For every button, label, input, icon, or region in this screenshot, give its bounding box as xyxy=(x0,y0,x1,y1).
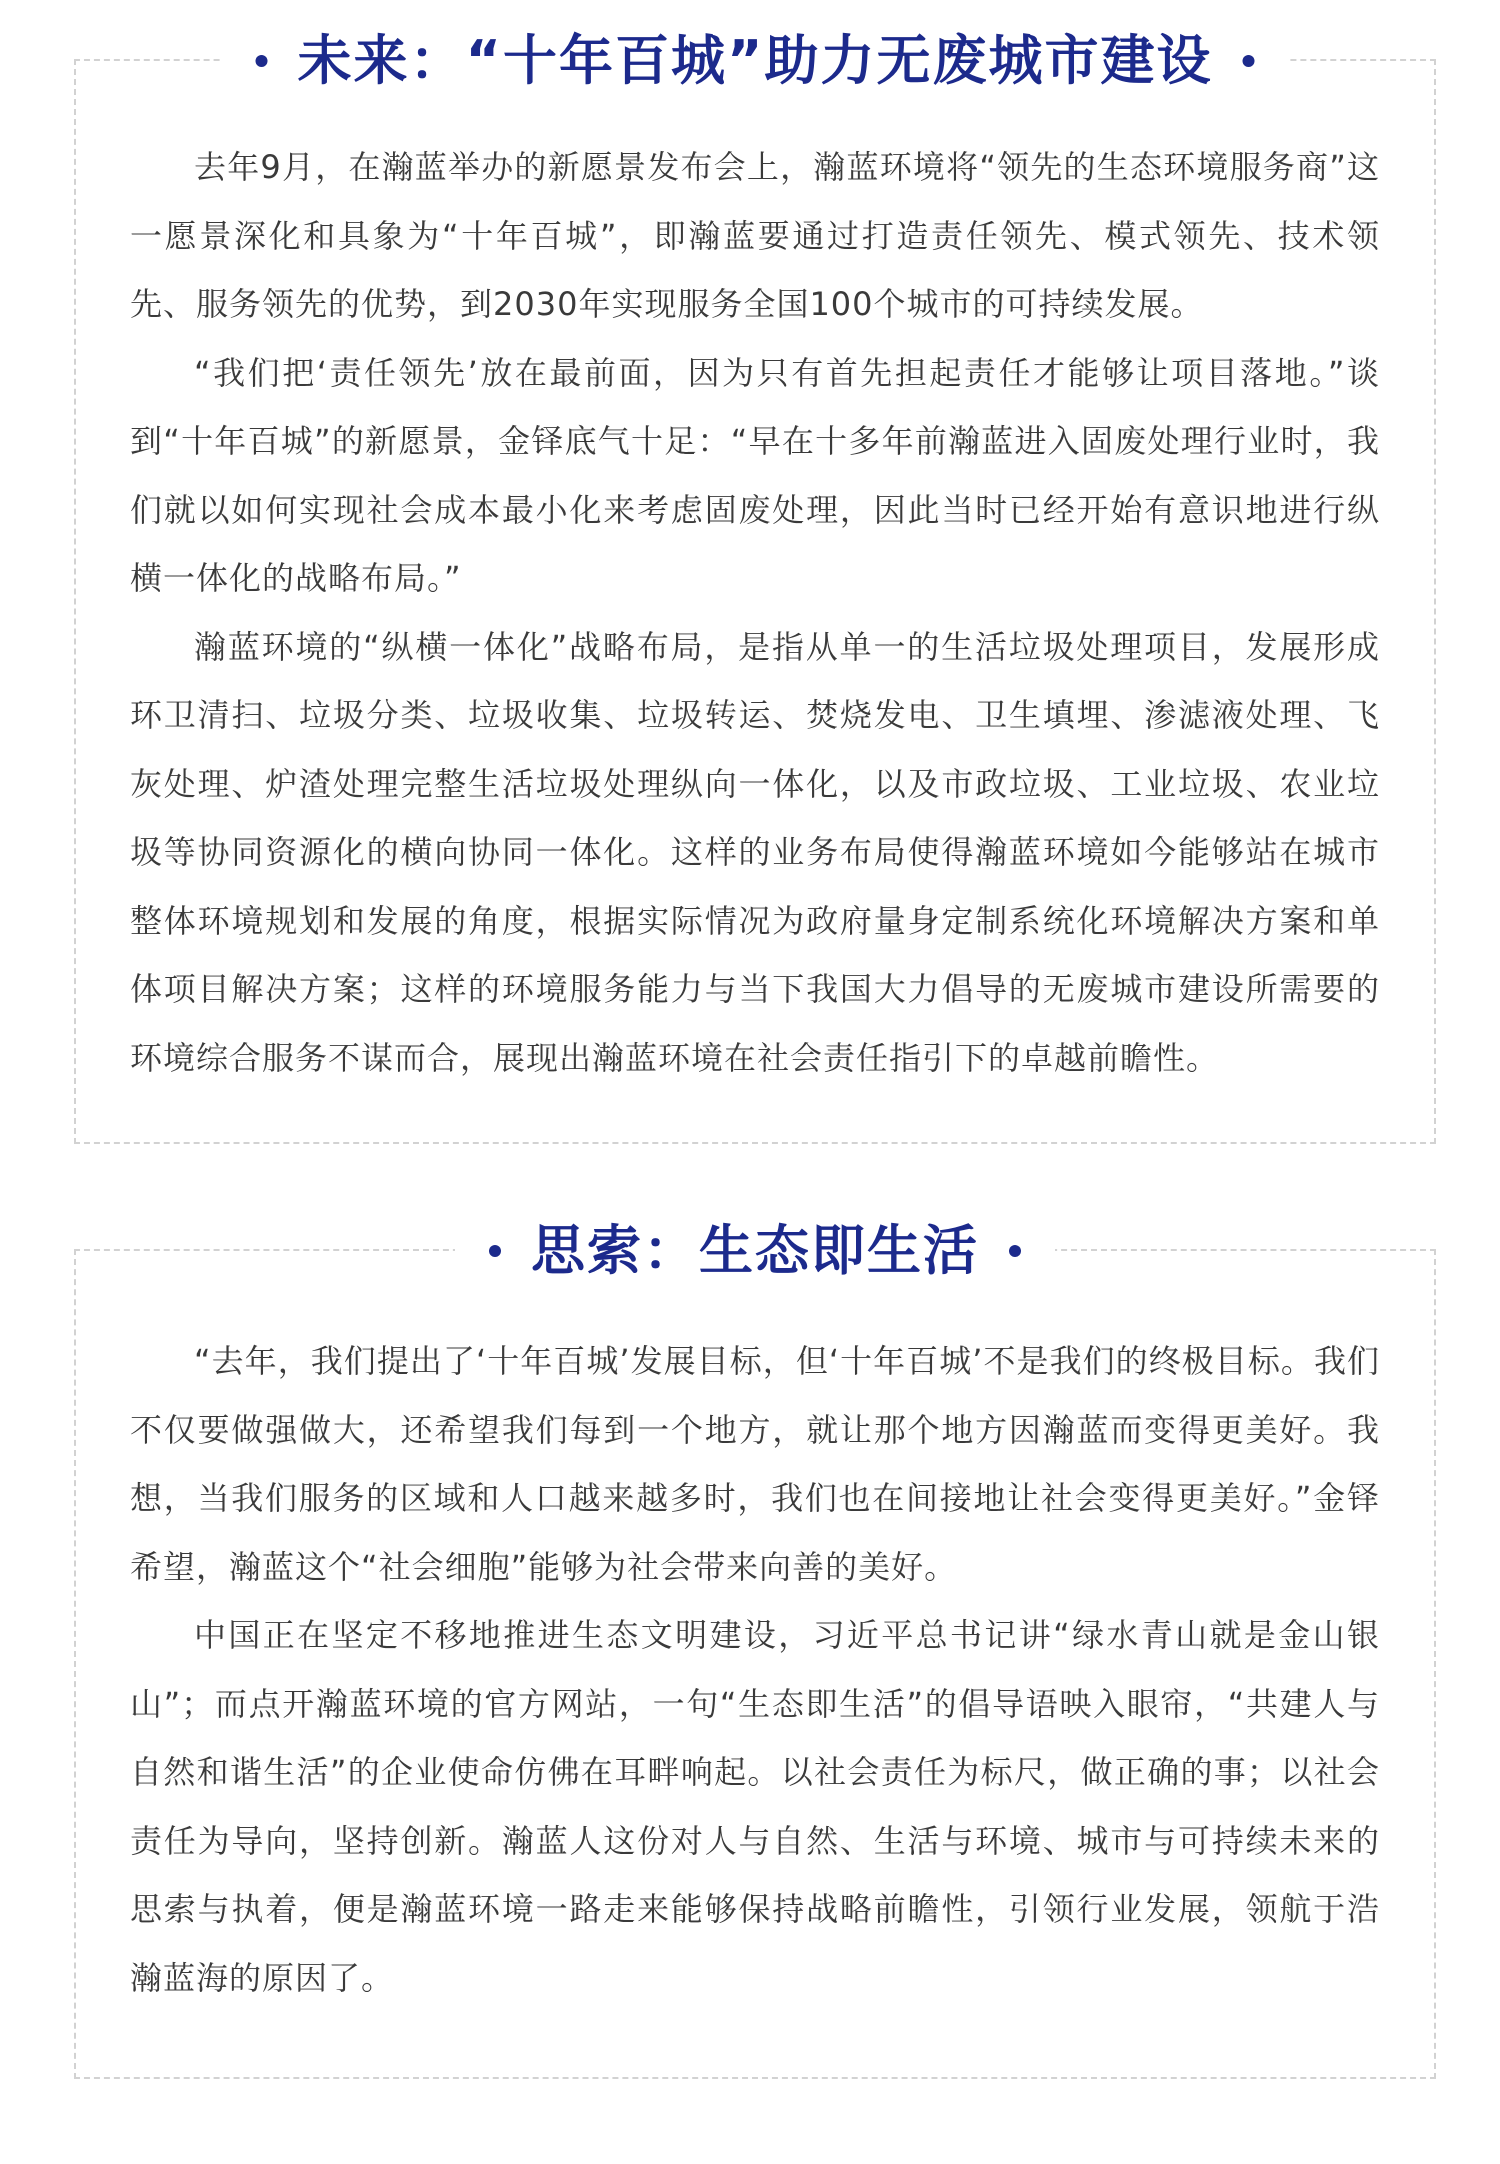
section-heading xyxy=(222,23,1289,99)
section-body xyxy=(130,133,1380,1092)
paragraph: 中国正在坚定不移地推进生态文明建设，习近平总书记讲“绿水青山就是金山银山”；而点开瀚蓝环境的官方网站，一句“生态即生活”的倡导语映入眼帘，“共建人与自然和谐生活”的企业使命仿佛在耳畔响起。以社会责任为标尺，做正确的事；以社会责任为导向，坚持创新。瀚蓝人这份对人与自然、生活与环境、城市与可持续未来的思索与执着，便是瀚蓝环境一路走来能够保持战略前瞻性，引领行业发展，领航于浩瀚蓝海的原因了。 xyxy=(130,1616,1380,1997)
bullet-dot-icon xyxy=(1242,55,1254,67)
section-title: 未来：“十年百城”助力无废城市建设 xyxy=(297,29,1213,92)
section-heading xyxy=(455,1213,1055,1289)
section-title: 思索：生态即生活 xyxy=(531,1219,979,1282)
bullet-dot-icon xyxy=(489,1245,501,1257)
paragraph: “去年，我们提出了‘十年百城’发展目标，但‘十年百城’不是我们的终极目标。我们不仅要做强做大，还希望我们每到一个地方，就让那个地方因瀚蓝而变得更美好。我想，当我们服务的区域和人口越来越多时，我们也在间接地让社会变得更美好。”金铎希望，瀚蓝这个“社会细胞”能够为社会带来向善的美好。 xyxy=(130,1342,1380,1586)
paragraph: 去年9月，在瀚蓝举办的新愿景发布会上，瀚蓝环境将“领先的生态环境服务商”这一愿景深化和具象为“十年百城”，即瀚蓝要通过打造责任领先、模式领先、技术领先、服务领先的优势，到2030年实现服务全国100个城市的可持续发展。 xyxy=(130,148,1380,323)
paragraph: “我们把‘责任领先’放在最前面，因为只有首先担起责任才能够让项目落地。”谈到“十年百城”的新愿景，金铎底气十足：“早在十多年前瀚蓝进入固废处理行业时，我们就以如何实现社会成本最小化来考虑固废处理，因此当时已经开始有意识地进行纵横一体化的战略布局。” xyxy=(130,353,1380,597)
section-reflection xyxy=(74,1219,1436,2079)
section-future xyxy=(74,29,1436,1144)
bullet-dot-icon xyxy=(256,55,268,67)
paragraph: 瀚蓝环境的“纵横一体化”战略布局，是指从单一的生活垃圾处理项目，发展形成环卫清扫、垃圾分类、垃圾收集、垃圾转运、焚烧发电、卫生填埋、渗滤液处理、飞灰处理、炉渣处理完整生活垃圾处理纵向一体化，以及市政垃圾、工业垃圾、农业垃圾等协同资源化的横向协同一体化。这样的业务布局使得瀚蓝环境如今能够站在城市整体环境规划和发展的角度，根据实际情况为政府量身定制系统化环境解决方案和单体项目解决方案；这样的环境服务能力与当下我国大力倡导的无废城市建设所需要的环境综合服务不谋而合，展现出瀚蓝环境在社会责任指引下的卓越前瞻性。 xyxy=(130,627,1380,1077)
section-body xyxy=(130,1327,1380,2012)
bullet-dot-icon xyxy=(1009,1245,1021,1257)
